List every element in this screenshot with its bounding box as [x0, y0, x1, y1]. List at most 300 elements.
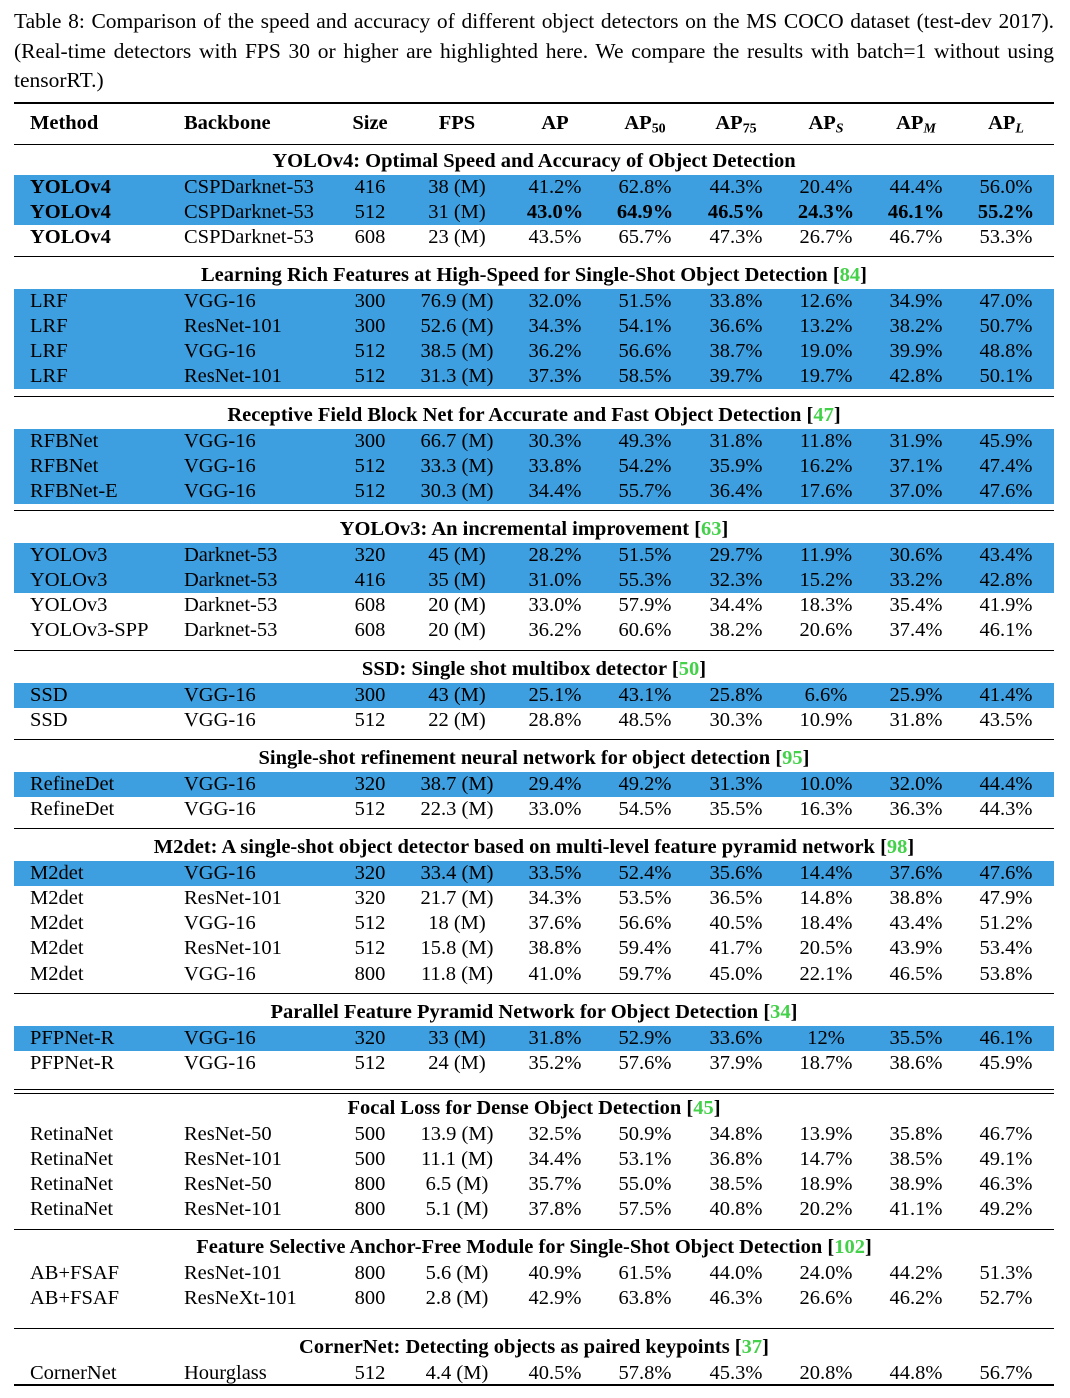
cell-backbone: VGG-16: [184, 912, 256, 935]
cell-size: 300: [354, 429, 386, 452]
cell-apl: 50.7%: [979, 314, 1033, 337]
cell-apl: 53.8%: [979, 962, 1033, 985]
cell-ap75: 30.3%: [709, 708, 763, 731]
cell-apl: 48.8%: [979, 340, 1033, 363]
cell-ap: 34.4%: [528, 1147, 582, 1170]
header-aps-sub: S: [835, 121, 844, 137]
cell-ap75: 34.8%: [709, 1122, 763, 1145]
cell-backbone: VGG-16: [184, 340, 256, 363]
cell-backbone: Hourglass: [184, 1361, 267, 1384]
cell-backbone: ResNet-101: [184, 1261, 282, 1284]
cell-ap75: 32.3%: [709, 568, 763, 591]
cell-fps: 22 (M): [428, 708, 486, 731]
cell-ap50: 64.9%: [616, 200, 674, 223]
cell-apm: 37.1%: [889, 454, 943, 477]
cell-ap: 43.5%: [528, 226, 582, 249]
cell-ap50: 48.5%: [618, 708, 672, 731]
cell-size: 512: [354, 340, 386, 363]
cell-apm: 30.6%: [889, 543, 943, 566]
cell-aps: 17.6%: [799, 480, 853, 503]
group-title-text: YOLOv3: An incremental improvement: [339, 518, 690, 540]
group-title-text: M2det: A single-shot object detector based on multi-level feature pyramid network: [153, 836, 875, 858]
cell-size: 300: [354, 289, 386, 312]
group-title-text: Focal Loss for Dense Object Detection: [347, 1097, 682, 1119]
cell-fps: 33 (M): [428, 1026, 486, 1049]
cell-ap: 38.8%: [528, 937, 582, 960]
cell-apm: 34.9%: [889, 289, 943, 312]
cell-method: SSD: [30, 683, 68, 706]
group-rule: [14, 256, 1054, 257]
cell-ap50: 57.6%: [618, 1051, 672, 1074]
cell-fps: 31.3 (M): [420, 365, 494, 388]
cell-aps: 10.9%: [799, 708, 853, 731]
cell-ap75: 36.5%: [709, 886, 763, 909]
table-row-highlighted: [14, 364, 1054, 389]
cell-size: 512: [354, 1361, 386, 1384]
cell-ap: 33.0%: [528, 594, 582, 617]
cell-aps: 11.8%: [799, 429, 853, 452]
cell-size: 416: [354, 568, 386, 591]
cell-backbone: Darknet-53: [184, 594, 278, 617]
cell-method: RetinaNet: [30, 1198, 114, 1221]
group-rule: [14, 993, 1054, 994]
cell-apm: 37.4%: [889, 619, 943, 642]
cell-fps: 11.8 (M): [420, 962, 494, 985]
top-rule: [14, 102, 1054, 104]
cell-method: YOLOv3: [30, 594, 108, 617]
cell-ap: 33.5%: [528, 861, 582, 884]
cell-method: RFBNet-E: [30, 480, 118, 503]
cell-method: M2det: [30, 861, 84, 884]
table-row: [14, 593, 1054, 618]
cell-ap75: 33.6%: [709, 1026, 763, 1049]
group-title: M2det: A single-shot object detector based on multi-level feature pyramid network [98]: [153, 836, 915, 858]
cell-apm: 43.4%: [889, 912, 943, 935]
group-title: YOLOv3: An incremental improvement [63]: [339, 518, 729, 540]
cell-apm: 38.2%: [889, 314, 943, 337]
cell-apm: 46.2%: [889, 1286, 943, 1309]
cell-fps: 38.7 (M): [420, 772, 494, 795]
cell-ap50: 57.9%: [618, 594, 672, 617]
cell-method: M2det: [30, 937, 84, 960]
cell-apl: 47.0%: [979, 289, 1033, 312]
cell-ap75: 44.3%: [709, 175, 763, 198]
cell-ap: 42.9%: [528, 1286, 582, 1309]
cell-backbone: ResNet-101: [184, 1147, 282, 1170]
cell-fps: 52.6 (M): [420, 314, 494, 337]
cell-ap50: 61.5%: [618, 1261, 672, 1284]
cell-ap50: 59.4%: [618, 937, 672, 960]
cell-fps: 6.5 (M): [425, 1173, 489, 1196]
table-row: [14, 1147, 1054, 1172]
cell-apl: 47.4%: [979, 454, 1033, 477]
cell-size: 800: [354, 1261, 386, 1284]
cell-aps: 18.9%: [799, 1173, 853, 1196]
cell-apm: 44.2%: [889, 1261, 943, 1284]
cell-apl: 55.2%: [977, 200, 1035, 223]
cell-method: AB+FSAF: [30, 1261, 120, 1284]
cell-apl: 42.8%: [979, 568, 1033, 591]
table-row: [14, 708, 1054, 733]
cell-aps: 10.0%: [799, 772, 853, 795]
table-caption: Table 8: Comparison of the speed and accuracy of different object detectors on the MS COCO dataset (test-dev 2017). (Real-time detectors with FPS 30 or higher are highlighted here. We compare the results with batch=1 without using tensorRT.): [14, 9, 1054, 92]
cell-ap75: 25.8%: [709, 683, 763, 706]
cell-apl: 46.3%: [979, 1173, 1033, 1196]
table-row: [14, 1172, 1054, 1197]
cell-ap: 31.0%: [528, 568, 582, 591]
cell-method: RetinaNet: [30, 1147, 114, 1170]
cell-ap50: 54.5%: [618, 797, 672, 820]
header-row: [14, 111, 1054, 136]
cell-fps: 13.9 (M): [420, 1122, 494, 1145]
table-row-highlighted: [14, 314, 1054, 339]
cell-fps: 21.7 (M): [420, 886, 494, 909]
group-title-text: SSD: Single shot multibox detector: [361, 658, 667, 680]
citation-link[interactable]: 45: [693, 1097, 714, 1119]
cell-ap50: 59.7%: [618, 962, 672, 985]
cell-ap: 32.5%: [528, 1122, 582, 1145]
cell-ap: 28.2%: [528, 543, 582, 566]
header-apm-sub: M: [923, 121, 936, 137]
cell-method: RetinaNet: [30, 1173, 114, 1196]
group-title-text: Learning Rich Features at High-Speed for Single-Shot Object Detection: [200, 264, 828, 286]
cell-aps: 26.6%: [799, 1286, 853, 1309]
cell-apl: 51.2%: [979, 912, 1033, 935]
cell-ap75: 35.5%: [709, 797, 763, 820]
cell-aps: 14.4%: [799, 861, 853, 884]
group-title-text: CornerNet: Detecting objects as paired keypoints: [299, 1336, 730, 1358]
cell-ap50: 62.8%: [618, 175, 672, 198]
cell-apm: 41.1%: [889, 1198, 943, 1221]
table-row: [14, 797, 1054, 822]
cell-ap: 37.3%: [528, 365, 582, 388]
citation-link[interactable]: 98: [886, 836, 908, 858]
cell-apm: 31.9%: [889, 429, 943, 452]
cell-ap: 36.2%: [528, 619, 582, 642]
table-row: [14, 1361, 1054, 1386]
cell-ap75: 34.4%: [709, 594, 763, 617]
cell-size: 512: [354, 797, 386, 820]
cell-ap75: 35.6%: [709, 861, 763, 884]
cell-size: 512: [354, 480, 386, 503]
cell-method: LRF: [30, 314, 68, 337]
cell-apl: 50.1%: [979, 365, 1033, 388]
cell-aps: 19.7%: [799, 365, 853, 388]
cell-method: YOLOv3: [30, 568, 108, 591]
cell-ap: 37.6%: [528, 912, 582, 935]
cell-fps: 23 (M): [428, 226, 486, 249]
cell-size: 320: [354, 543, 386, 566]
cell-backbone: ResNet-50: [184, 1122, 272, 1145]
cell-apl: 47.6%: [979, 861, 1033, 884]
cell-method: M2det: [30, 962, 84, 985]
group-title-text: Parallel Feature Pyramid Network for Object Detection: [270, 1001, 759, 1023]
cell-apl: 47.9%: [979, 886, 1033, 909]
cell-backbone: Darknet-53: [184, 543, 278, 566]
cell-apm: 36.3%: [889, 797, 943, 820]
cell-backbone: VGG-16: [184, 454, 256, 477]
cell-apl: 53.4%: [979, 937, 1033, 960]
cell-ap75: 44.0%: [709, 1261, 763, 1284]
citation-link[interactable]: 95: [782, 747, 803, 769]
header-apl-base: AP: [988, 112, 1016, 134]
cell-ap50: 43.1%: [618, 683, 672, 706]
citation-link[interactable]: 47: [813, 404, 834, 426]
table-row: [14, 618, 1054, 643]
cell-size: 320: [354, 1026, 386, 1049]
cell-ap: 41.2%: [528, 175, 582, 198]
table-row-highlighted: [14, 568, 1054, 593]
cell-backbone: VGG-16: [184, 429, 256, 452]
cell-size: 608: [354, 226, 386, 249]
cell-apl: 53.3%: [979, 226, 1033, 249]
cell-aps: 20.5%: [799, 937, 853, 960]
cell-method: RFBNet: [30, 429, 99, 452]
cell-fps: 45 (M): [428, 543, 486, 566]
group-title: Feature Selective Anchor-Free Module for Single-Shot Object Detection [102]: [196, 1236, 872, 1258]
cell-ap: 37.8%: [528, 1198, 582, 1221]
cell-fps: 18 (M): [428, 912, 486, 935]
cell-fps: 22.3 (M): [420, 797, 494, 820]
citation-link[interactable]: 37: [741, 1336, 763, 1358]
cell-fps: 30.3 (M): [420, 480, 494, 503]
cell-apl: 44.3%: [979, 797, 1033, 820]
cell-backbone: ResNet-101: [184, 1198, 282, 1221]
cell-apm: 44.4%: [889, 175, 943, 198]
cell-apl: 45.9%: [979, 1051, 1033, 1074]
cell-backbone: ResNeXt-101: [184, 1286, 297, 1309]
table-row: [14, 911, 1054, 936]
cell-ap50: 51.5%: [618, 543, 672, 566]
cell-method: SSD: [30, 708, 68, 731]
header-apl: [966, 111, 1046, 136]
cell-fps: 31 (M): [428, 200, 486, 223]
cell-ap50: 55.0%: [618, 1173, 672, 1196]
cell-size: 320: [354, 861, 386, 884]
cell-ap: 35.7%: [528, 1173, 582, 1196]
cell-ap: 34.3%: [528, 314, 582, 337]
cell-ap50: 50.9%: [618, 1122, 672, 1145]
group-title: Receptive Field Block Net for Accurate and Fast Object Detection [47]: [227, 404, 841, 426]
header-apm: [876, 111, 956, 136]
group-rule: [14, 1328, 1054, 1329]
group-title: [14, 149, 1054, 174]
table-row: [14, 936, 1054, 961]
cell-ap50: 52.4%: [618, 861, 672, 884]
cell-method: RFBNet: [30, 454, 99, 477]
cell-size: 800: [354, 962, 386, 985]
cell-ap50: 56.6%: [618, 340, 672, 363]
cell-apl: 49.2%: [979, 1198, 1033, 1221]
table-row: [14, 962, 1054, 987]
cell-ap75: 41.7%: [709, 937, 763, 960]
cell-ap75: 38.5%: [709, 1173, 763, 1196]
cell-ap50: 49.3%: [618, 429, 672, 452]
cell-ap: 34.4%: [528, 480, 582, 503]
cell-apl: 44.4%: [979, 772, 1033, 795]
cell-aps: 22.1%: [799, 962, 853, 985]
cell-apm: 37.6%: [889, 861, 943, 884]
cell-backbone: ResNet-50: [184, 1173, 272, 1196]
cell-ap50: 54.1%: [618, 314, 672, 337]
cell-ap75: 31.3%: [709, 772, 763, 795]
group-title: SSD: Single shot multibox detector [50]: [361, 658, 707, 680]
cell-ap: 31.8%: [528, 1026, 582, 1049]
cell-method: PFPNet-R: [30, 1026, 115, 1049]
cell-ap75: 31.8%: [709, 429, 763, 452]
cell-aps: 13.2%: [799, 314, 853, 337]
cell-aps: 12%: [807, 1026, 845, 1049]
cell-ap75: 38.7%: [709, 340, 763, 363]
cell-fps: 35 (M): [428, 568, 486, 591]
cell-fps: 20 (M): [428, 594, 486, 617]
cell-backbone: CSPDarknet-53: [184, 175, 314, 198]
group-rule: [14, 510, 1054, 511]
header-apl-sub: L: [1015, 121, 1024, 137]
double-rule: [14, 1089, 1054, 1090]
cell-ap75: 45.0%: [709, 962, 763, 985]
cell-size: 512: [354, 365, 386, 388]
cell-size: 512: [354, 200, 386, 223]
cell-ap75: 37.9%: [709, 1051, 763, 1074]
group-rule: [14, 396, 1054, 397]
cell-aps: 20.8%: [799, 1361, 853, 1384]
group-title: Parallel Feature Pyramid Network for Object Detection [34]: [270, 1001, 798, 1023]
header-ap50-sub: 50: [651, 121, 666, 137]
cell-apl: 46.1%: [979, 1026, 1033, 1049]
cell-ap75: 29.7%: [709, 543, 763, 566]
cell-aps: 13.9%: [799, 1122, 853, 1145]
cell-aps: 12.6%: [799, 289, 853, 312]
cell-backbone: ResNet-101: [184, 314, 282, 337]
cell-ap75: 40.5%: [709, 912, 763, 935]
citation-link[interactable]: 102: [834, 1236, 865, 1258]
cell-backbone: VGG-16: [184, 1051, 256, 1074]
cell-fps: 66.7 (M): [420, 429, 494, 452]
cell-aps: 18.7%: [799, 1051, 853, 1074]
cell-ap50: 65.7%: [618, 226, 672, 249]
cell-ap75: 40.8%: [709, 1198, 763, 1221]
cell-fps: 33.4 (M): [420, 861, 494, 884]
cell-apm: 46.1%: [887, 200, 945, 223]
cell-size: 608: [354, 619, 386, 642]
cell-ap50: 52.9%: [618, 1026, 672, 1049]
cell-ap50: 63.8%: [618, 1286, 672, 1309]
header-apm-base: AP: [896, 112, 924, 134]
cell-size: 512: [354, 937, 386, 960]
cell-apl: 43.5%: [979, 708, 1033, 731]
cell-aps: 26.7%: [799, 226, 853, 249]
cell-backbone: VGG-16: [184, 861, 256, 884]
cell-aps: 6.6%: [804, 683, 848, 706]
citation-link[interactable]: 34: [770, 1001, 791, 1023]
cell-method: M2det: [30, 912, 84, 935]
cell-ap: 28.8%: [528, 708, 582, 731]
cell-ap: 40.5%: [528, 1361, 582, 1384]
cell-ap50: 55.7%: [618, 480, 672, 503]
cell-fps: 11.1 (M): [420, 1147, 494, 1170]
cell-aps: 20.6%: [799, 619, 853, 642]
group-title: CornerNet: Detecting objects as paired keypoints [37]: [299, 1336, 769, 1358]
cell-size: 500: [354, 1147, 386, 1170]
cell-apm: 38.8%: [889, 886, 943, 909]
cell-aps: 24.0%: [799, 1261, 853, 1284]
cell-method: LRF: [30, 289, 68, 312]
cell-fps: 38 (M): [428, 175, 486, 198]
cell-aps: 16.3%: [799, 797, 853, 820]
header-rule: [14, 144, 1054, 145]
cell-size: 800: [354, 1286, 386, 1309]
cell-apm: 25.9%: [889, 683, 943, 706]
cell-size: 512: [354, 708, 386, 731]
cell-fps: 5.1 (M): [425, 1198, 489, 1221]
cell-ap: 41.0%: [528, 962, 582, 985]
table-row-highlighted: [14, 175, 1054, 200]
cell-ap75: 46.5%: [707, 200, 765, 223]
cell-apl: 56.7%: [979, 1361, 1033, 1384]
cell-ap: 33.8%: [528, 454, 582, 477]
cell-method: LRF: [30, 340, 68, 363]
cell-backbone: VGG-16: [184, 1026, 256, 1049]
cell-ap50: 55.3%: [618, 568, 672, 591]
table-row-highlighted: [14, 683, 1054, 708]
cell-ap50: 60.6%: [618, 619, 672, 642]
cell-ap75: 36.8%: [709, 1147, 763, 1170]
cell-method: YOLOv4: [30, 175, 111, 198]
cell-method: LRF: [30, 365, 68, 388]
cell-apm: 46.5%: [889, 962, 943, 985]
cell-ap50: 51.5%: [618, 289, 672, 312]
cell-apl: 52.7%: [979, 1286, 1033, 1309]
table-row-highlighted: [14, 429, 1054, 454]
cell-aps: 18.4%: [799, 912, 853, 935]
cell-ap: 29.4%: [528, 772, 582, 795]
cell-ap75: 46.3%: [709, 1286, 763, 1309]
table-row-highlighted: [14, 1026, 1054, 1051]
cell-ap75: 35.9%: [709, 454, 763, 477]
cell-ap50: 54.2%: [618, 454, 672, 477]
citation-link[interactable]: 50: [678, 658, 700, 680]
cell-backbone: ResNet-101: [184, 886, 282, 909]
cell-apm: 31.8%: [889, 708, 943, 731]
group-rule: [14, 650, 1054, 651]
header-ap75: [696, 111, 776, 136]
cell-ap50: 57.8%: [618, 1361, 672, 1384]
header-ap75-base: AP: [715, 112, 743, 134]
header-fps: FPS: [438, 112, 476, 134]
cell-ap: 25.1%: [528, 683, 582, 706]
cell-apl: 51.3%: [979, 1261, 1033, 1284]
table-row: [14, 886, 1054, 911]
cell-apm: 35.4%: [889, 594, 943, 617]
table-row: [14, 1051, 1054, 1076]
citation-link[interactable]: 84: [839, 264, 861, 286]
citation-link[interactable]: 63: [701, 518, 722, 540]
cell-apl: 46.7%: [979, 1122, 1033, 1145]
cell-method: YOLOv4: [30, 200, 111, 223]
table-row-highlighted: [14, 543, 1054, 568]
cell-aps: 19.0%: [799, 340, 853, 363]
cell-size: 800: [354, 1198, 386, 1221]
cell-apl: 41.9%: [979, 594, 1033, 617]
cell-ap50: 57.5%: [618, 1198, 672, 1221]
cell-size: 800: [354, 1173, 386, 1196]
cell-apm: 38.9%: [889, 1173, 943, 1196]
cell-fps: 43 (M): [428, 683, 486, 706]
group-title-text: YOLOv4: Optimal Speed and Accuracy of Object Detection: [272, 150, 796, 172]
cell-apm: 42.8%: [889, 365, 943, 388]
header-ap: AP: [541, 112, 569, 134]
